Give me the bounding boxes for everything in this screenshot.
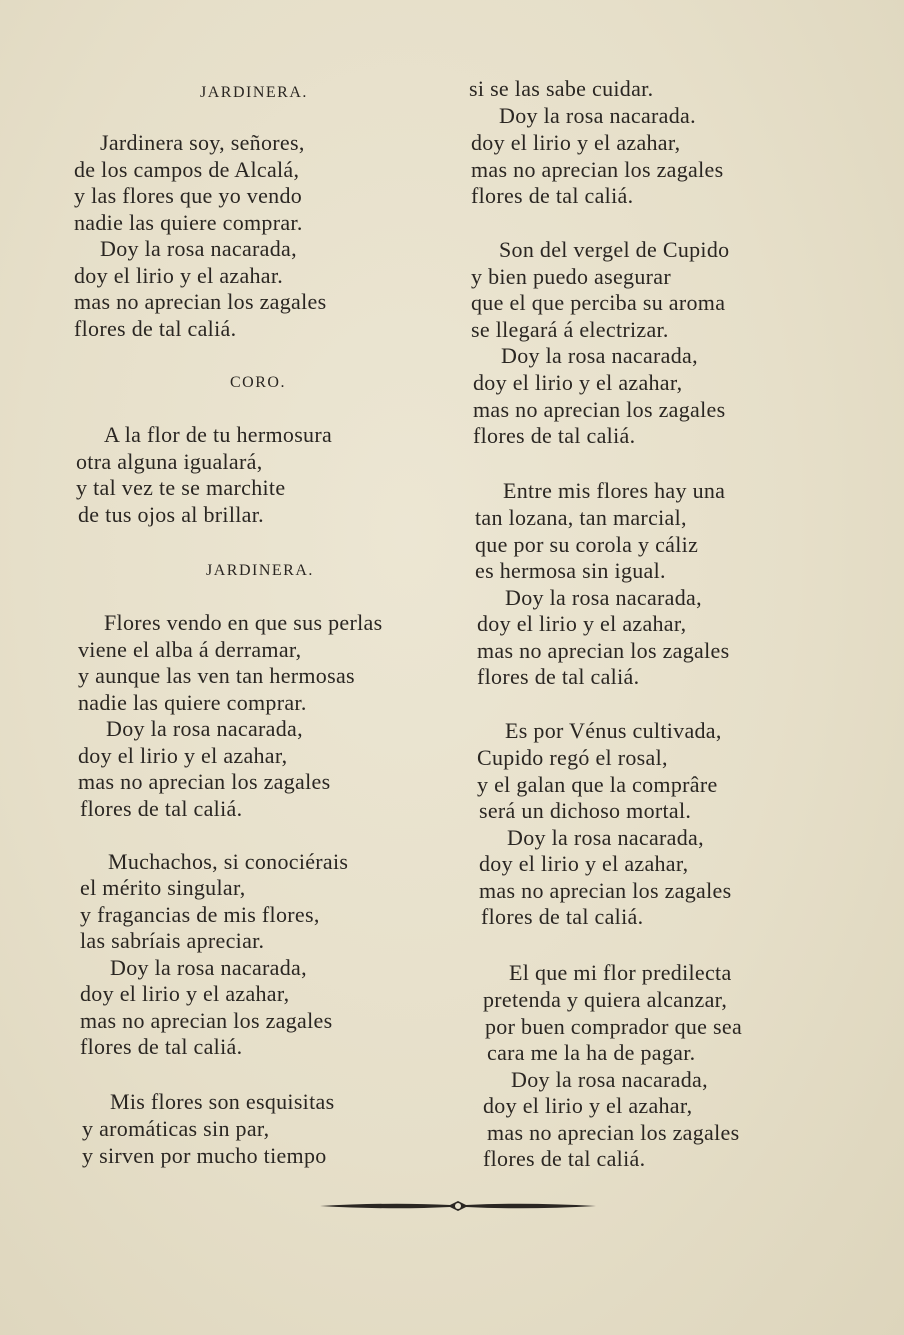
verse-line: Doy la rosa nacarada,: [511, 1067, 708, 1092]
verse-line: de tus ojos al brillar.: [78, 502, 264, 527]
verse-line: doy el lirio y el azahar,: [473, 370, 683, 395]
verse-line: doy el lirio y el azahar,: [78, 743, 288, 768]
verse-line: Son del vergel de Cupido: [499, 237, 730, 262]
verse-line: Mis flores son esquisitas: [110, 1089, 335, 1114]
verse-line: nadie las quiere comprar.: [78, 690, 307, 715]
verse-line: que por su corola y cáliz: [475, 532, 699, 557]
verse-line: Doy la rosa nacarada.: [499, 103, 696, 128]
verse-line: es hermosa sin igual.: [475, 558, 666, 583]
verse-line: mas no aprecian los zagales: [78, 769, 331, 794]
verse-line: y tal vez te se marchite: [76, 475, 286, 500]
verse-line: y aromáticas sin par,: [82, 1116, 270, 1141]
verse-line: Es por Vénus cultivada,: [505, 718, 722, 743]
verse-line: Flores vendo en que sus perlas: [104, 610, 383, 635]
verse-line: viene el alba á derramar,: [78, 637, 302, 662]
verse-line: Doy la rosa nacarada,: [501, 343, 698, 368]
verse-line: Doy la rosa nacarada,: [100, 236, 297, 261]
verse-line: flores de tal caliá.: [481, 904, 644, 929]
verse-line: Cupido regó el rosal,: [477, 745, 668, 770]
verse-line: mas no aprecian los zagales: [477, 638, 730, 663]
verse-line: y las flores que yo vendo: [74, 183, 303, 208]
verse-line: de los campos de Alcalá,: [74, 157, 300, 182]
verse-line: Doy la rosa nacarada,: [507, 825, 704, 850]
verse-line: flores de tal caliá.: [477, 664, 640, 689]
verse-line: y aunque las ven tan hermosas: [78, 663, 355, 688]
verse-line: flores de tal caliá.: [471, 183, 634, 208]
section-heading-coro: CORO.: [230, 374, 286, 391]
verse-line: A la flor de tu hermosura: [104, 422, 333, 447]
verse-line: flores de tal caliá.: [473, 423, 636, 448]
verse-line: mas no aprecian los zagales: [471, 157, 724, 182]
verse-line: doy el lirio y el azahar.: [74, 263, 284, 288]
verse-line: y sirven por mucho tiempo: [82, 1143, 327, 1168]
verse-line: flores de tal caliá.: [80, 1034, 243, 1059]
verse-line: el mérito singular,: [80, 875, 246, 900]
verse-line: flores de tal caliá.: [74, 316, 237, 341]
verse-line: y bien puedo asegurar: [471, 264, 671, 289]
verse-line: las sabríais apreciar.: [80, 928, 265, 953]
section-heading-jardinera: JARDINERA.: [200, 84, 308, 101]
verse-line: Entre mis flores hay una: [503, 478, 726, 503]
verse-line: mas no aprecian los zagales: [473, 397, 726, 422]
verse-line: que el que perciba su aroma: [471, 290, 726, 315]
verse-line: tan lozana, tan marcial,: [475, 505, 687, 530]
verse-line: Doy la rosa nacarada,: [110, 955, 307, 980]
verse-line: otra alguna igualará,: [76, 449, 263, 474]
verse-line: doy el lirio y el azahar,: [477, 611, 687, 636]
verse-line: cara me la ha de pagar.: [487, 1040, 696, 1065]
verse-line: flores de tal caliá.: [80, 796, 243, 821]
verse-line: Doy la rosa nacarada,: [106, 716, 303, 741]
verse-line: por buen comprador que sea: [485, 1014, 743, 1039]
verse-line: y el galan que la comprâre: [477, 772, 718, 797]
verse-line: pretenda y quiera alcanzar,: [483, 987, 728, 1012]
verse-line: Jardinera soy, señores,: [100, 130, 305, 155]
verse-line: Doy la rosa nacarada,: [505, 585, 702, 610]
verse-line: mas no aprecian los zagales: [487, 1120, 740, 1145]
verse-line: si se las sabe cuidar.: [469, 76, 654, 101]
ornamental-divider: [320, 1196, 596, 1216]
verse-line: Muchachos, si conociérais: [108, 849, 349, 874]
verse-line: será un dichoso mortal.: [479, 798, 692, 823]
verse-line: se llegará á electrizar.: [471, 317, 669, 342]
verse-line: y fragancias de mis flores,: [80, 902, 320, 927]
verse-line: flores de tal caliá.: [483, 1146, 646, 1171]
verse-line: doy el lirio y el azahar,: [479, 851, 689, 876]
verse-line: doy el lirio y el azahar,: [471, 130, 681, 155]
verse-line: El que mi flor predilecta: [509, 960, 732, 985]
verse-line: nadie las quiere comprar.: [74, 210, 303, 235]
verse-line: doy el lirio y el azahar,: [80, 981, 290, 1006]
verse-line: mas no aprecian los zagales: [479, 878, 732, 903]
verse-line: mas no aprecian los zagales: [80, 1008, 333, 1033]
section-heading-jardinera: JARDINERA.: [206, 562, 314, 579]
verse-line: mas no aprecian los zagales: [74, 289, 327, 314]
verse-line: doy el lirio y el azahar,: [483, 1093, 693, 1118]
